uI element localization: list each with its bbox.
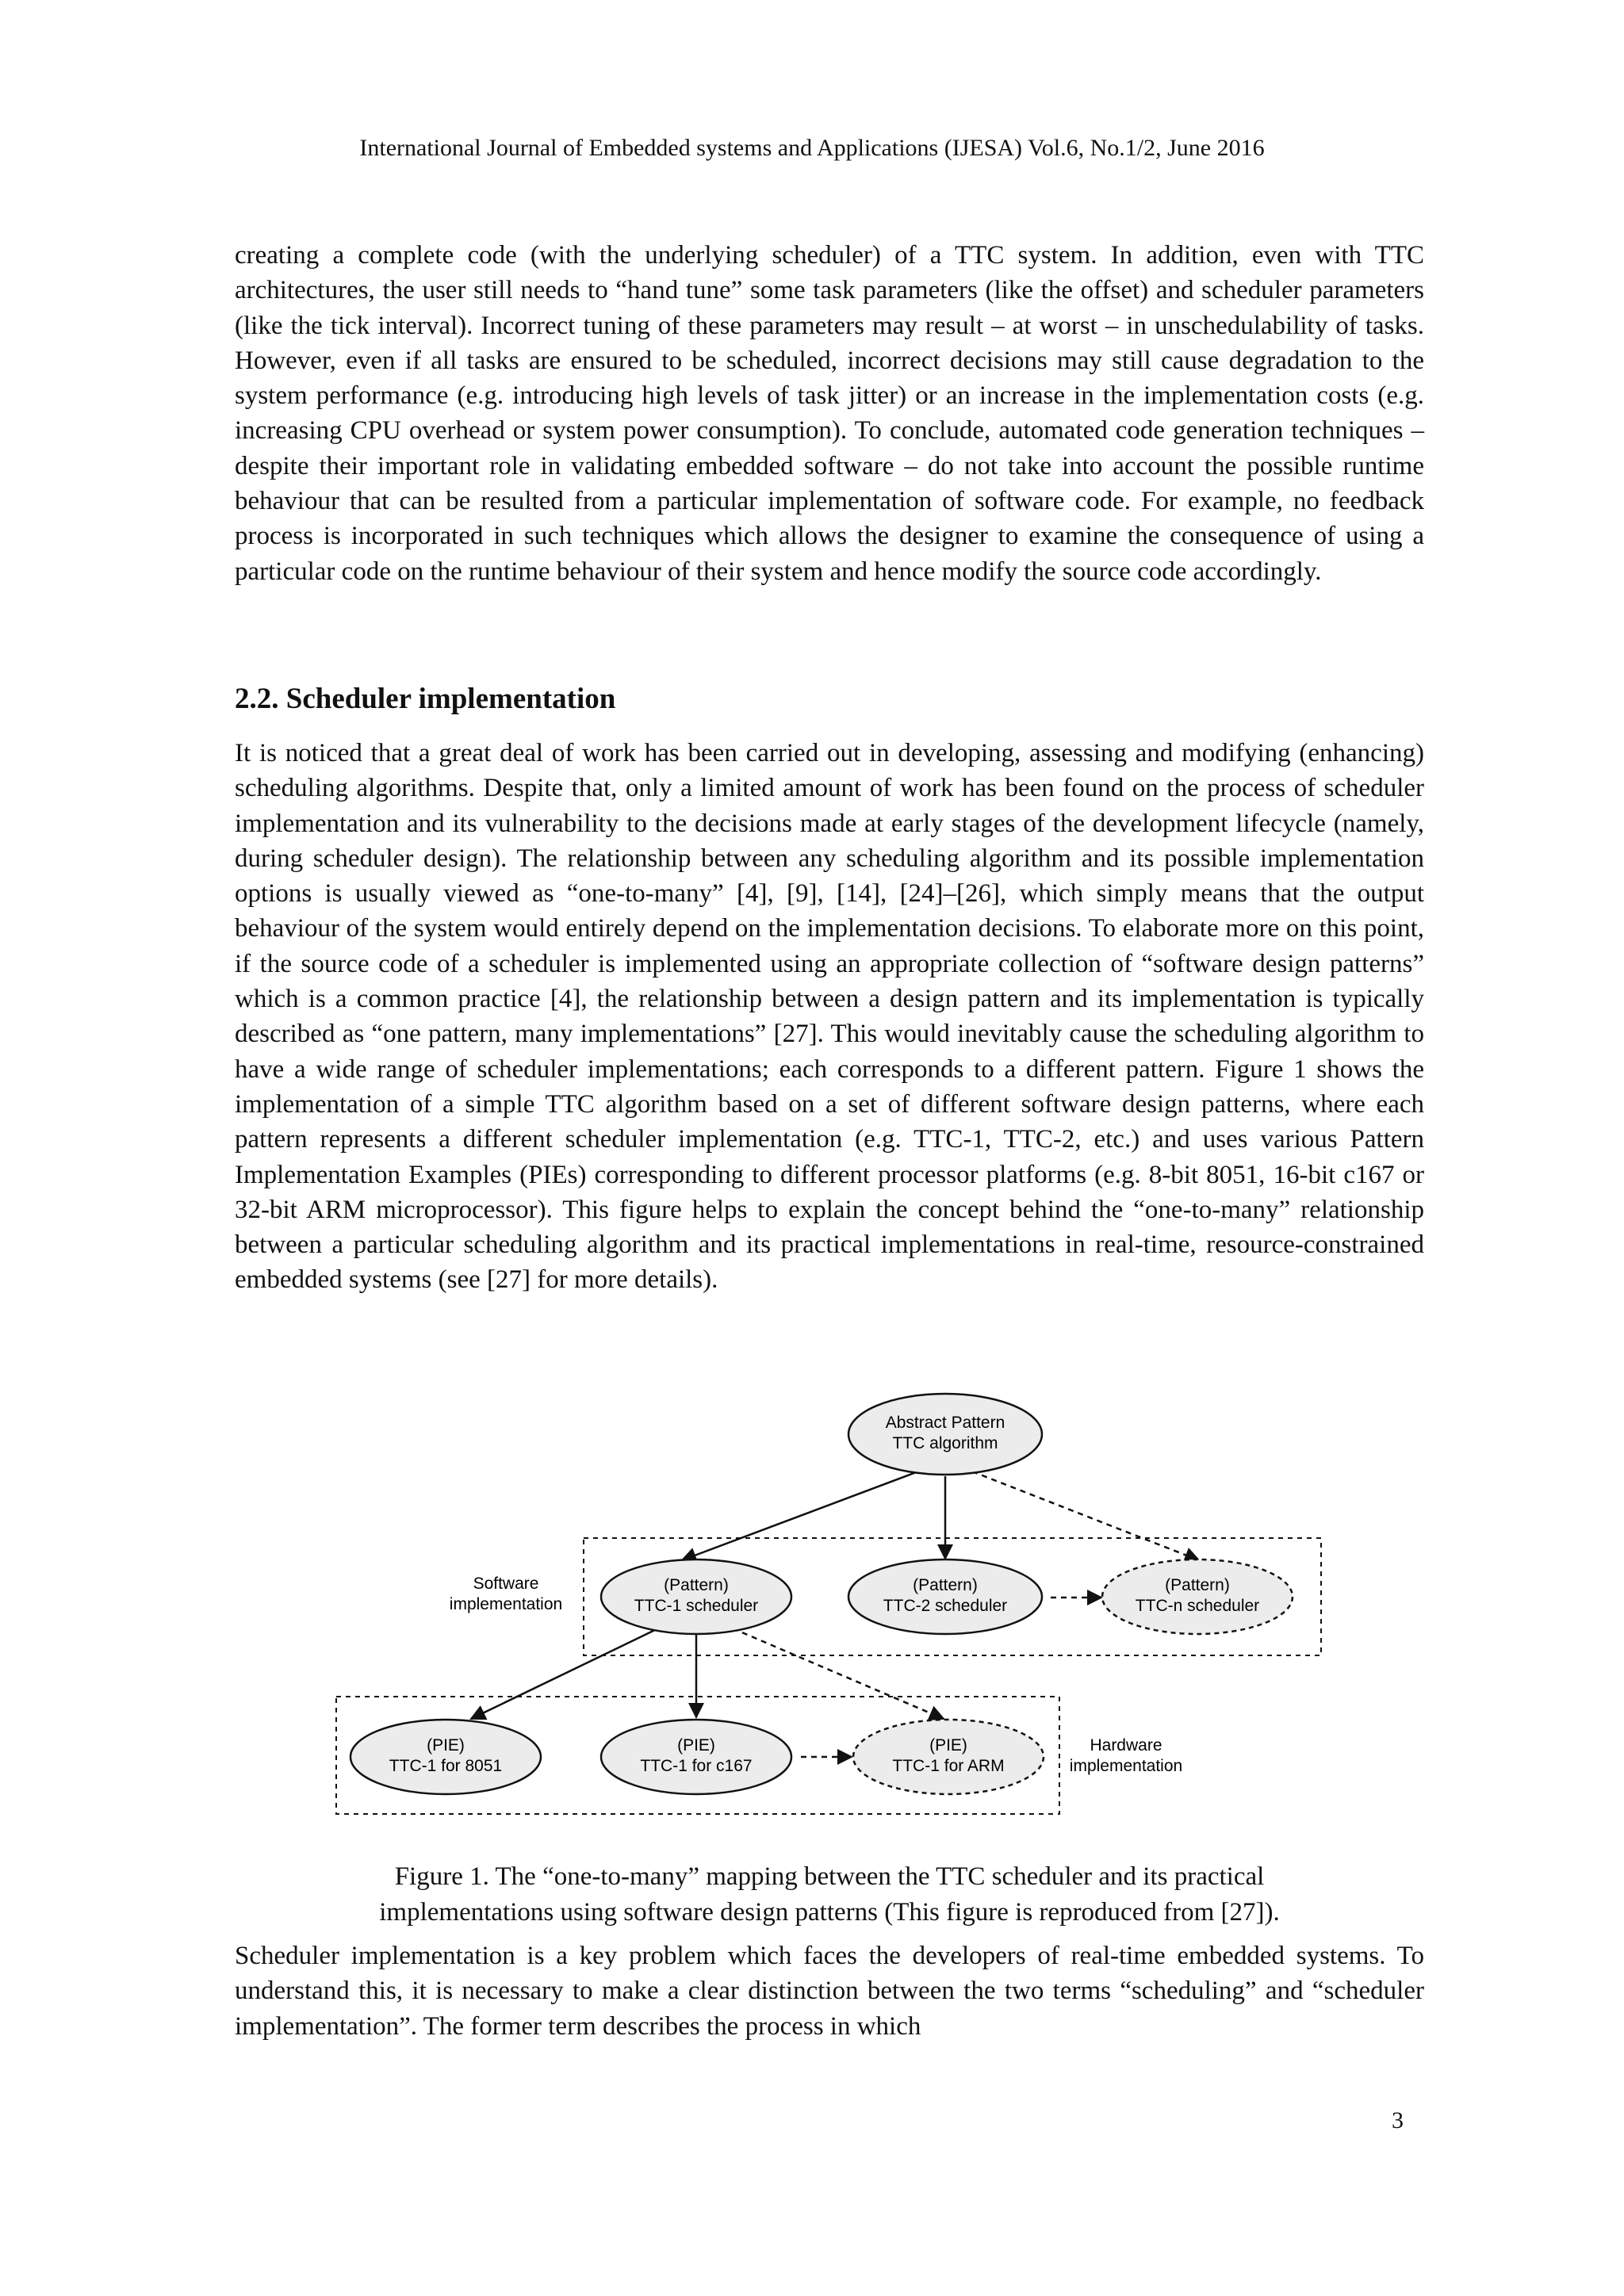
label-line-2: implementation [449,1595,563,1613]
page-number: 3 [1392,2107,1404,2133]
arrow-abstract-to-ttc1 [682,1471,918,1560]
node-label-2: TTC algorithm [892,1434,998,1452]
node-pattern-ttc1 [601,1559,791,1634]
node-pie-arm [853,1720,1044,1794]
paragraph-intro-continued [235,238,1424,589]
arrow-ttc1-to-8051 [471,1628,658,1719]
arrow-ttc1-to-arm [733,1628,944,1719]
node-label-1: (PIE) [677,1736,715,1755]
node-label-1: Abstract Pattern [885,1414,1005,1432]
node-pie-c167 [601,1720,791,1794]
label-line-1: Software [473,1575,539,1593]
label-line-1: Hardware [1090,1736,1162,1755]
node-label-1: (Pattern) [1165,1576,1230,1594]
node-label-1: (PIE) [427,1736,465,1755]
node-label-2: TTC-2 scheduler [883,1597,1008,1615]
paragraph-text: creating a complete code (with the underlying scheduler) of a TTC system. In addition, even with TTC architectures, the user still needs to “hand tune” some task parameters (like the offset) and scheduler parameters (like the tick interval). Incorrect tuning of these parameters may result – at worst – in unschedulability of tasks. However, even if all tasks are ensured to be scheduled, incorrect decisions may still cause degradation to the system performance (e.g. introducing high levels of task jitter) or an increase in the implementation costs (e.g. increasing CPU overhead or system power consumption). To conclude, automated code generation techniques – despite their important role in validating embedded software – do not take into account the possible runtime behaviour that can be resulted from a particular implementation of software code. For example, no feedback process is incorporated in such techniques which allows the designer to examine the consequence of using a particular code on the runtime behaviour of their system and hence modify the source code accordingly. [235,241,1424,586]
node-label-2: TTC-1 for 8051 [389,1757,503,1775]
paragraph-text: Scheduler implementation is a key problem which faces the developers of real-time embedded systems. To understand this, it is necessary to make a clear distinction between the two terms “scheduling” and “scheduler implementation”. The former term describes the process in which [235,1942,1424,2041]
node-abstract-pattern [848,1394,1042,1475]
figure-caption [235,1859,1424,1931]
node-pattern-ttc2 [848,1559,1042,1634]
node-label-1: (Pattern) [913,1576,978,1594]
node-pie-8051 [350,1720,541,1794]
paragraph-text: It is noticed that a great deal of work has been carried out in developing, assessing and modifying (enhancing) scheduling algorithms. Despite that, only a limited amount of work has been found on the process of scheduler implementation and its vulnerability to the decisions made at early stages of the development lifecycle (namely, during scheduler design). The relationship between any scheduling algorithm and its possible implementation options is usually viewed as “one-to-many” [4], [9], [14], [24]–[26], which simply means that the output behaviour of the system would entirely depend on the implementation decisions. To elaborate more on this point, if the source code of a scheduler is implemented using an appropriate collection of “software design patterns” which is a common practice [4], the relationship between a design pattern and its implementation is typically described as “one pattern, many implementations” [27]. This would inevitably cause the scheduling algorithm to have a wide range of scheduler implementations; each corresponds to a different pattern. Figure 1 shows the implementation of a simple TTC algorithm based on a set of different software design patterns, where each pattern represents a different scheduler implementation (e.g. TTC-1, TTC-2, etc.) and uses various Pattern Implementation Examples (PIEs) corresponding to different processor platforms (e.g. 8-bit 8051, 16-bit c167 or 32-bit ARM microprocessor). This figure helps to explain the concept behind the “one-to-many” relationship between a particular scheduling algorithm and its practical implementations in real-time, resource-constrained embedded systems (see [27] for more details). [235,739,1424,1295]
label-hardware-implementation [1070,1736,1182,1775]
node-label-1: (Pattern) [664,1576,729,1594]
running-head: International Journal of Embedded systems and Applications (IJESA) Vol.6, No.1/2, June 2016 [359,135,1265,161]
caption-line-1: Figure 1. The “one-to-many” mapping between the TTC scheduler and its practical [394,1862,1265,1891]
arrow-abstract-to-ttcn [972,1471,1199,1560]
figure-1-diagram [0,1380,1624,1823]
section-heading-block [235,682,1424,717]
label-line-2: implementation [1069,1757,1183,1775]
section-heading: 2.2. Scheduler implementation [235,683,616,715]
node-label-2: TTC-1 for c167 [640,1757,753,1775]
node-label-2: TTC-1 scheduler [634,1597,759,1615]
node-pattern-ttcn [1102,1559,1293,1634]
paragraph-scheduler-implementation [235,736,1424,1298]
label-software-implementation [450,1575,562,1613]
paragraph-scheduler-problem [235,1938,1424,2044]
node-label-2: TTC-1 for ARM [892,1757,1005,1775]
node-label-1: (PIE) [929,1736,967,1755]
node-label-2: TTC-n scheduler [1135,1597,1260,1615]
caption-line-2: implementations using software design patterns (This figure is reproduced from [27]). [379,1898,1280,1927]
